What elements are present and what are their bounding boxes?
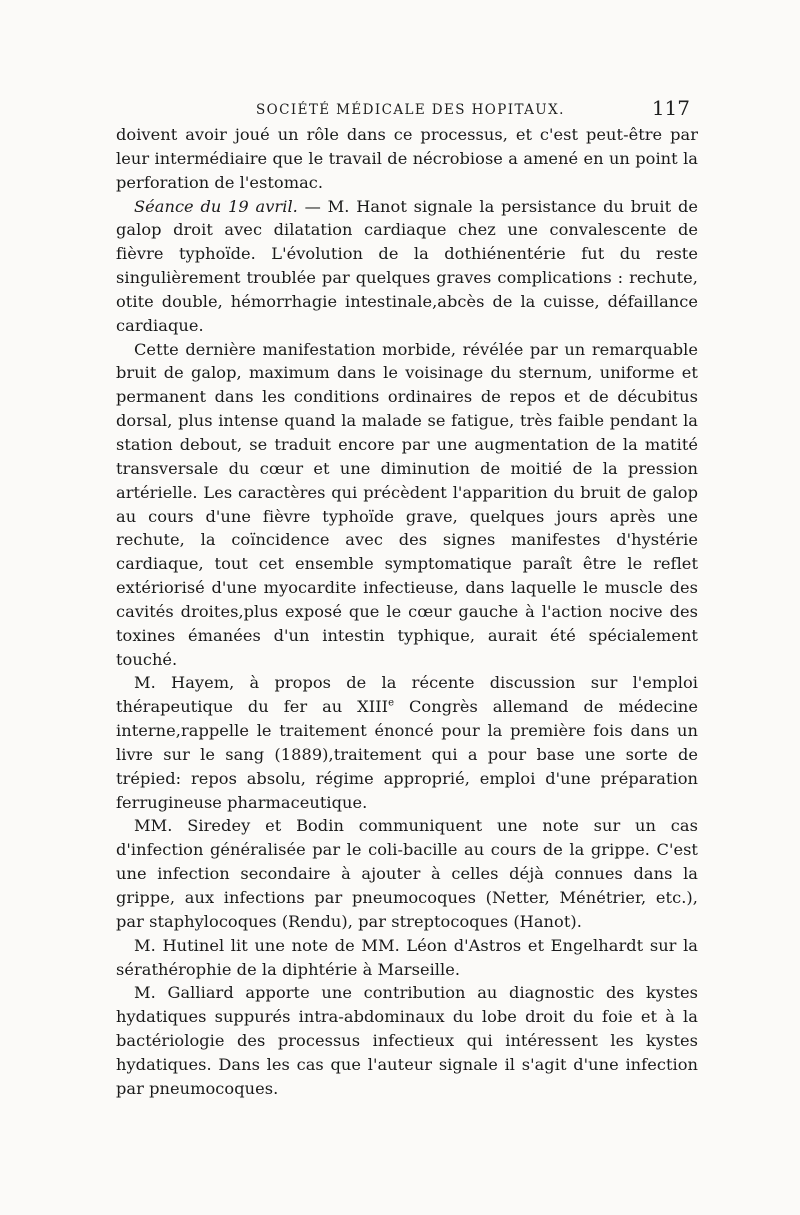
paragraph-galliard: M. Galliard apporte une contribution au diagnostic des kystes hydatiques suppurés intra-abdominaux du lobe droit du foie et à la bactériologie des processus infectieux qui intéressent les kystes hydatiques. Dans les cas que l'auteur signale il s'agit d'une infection par pneumocoques. [116,983,698,1098]
paragraph-siredey-bodin: MM. Siredey et Bodin communiquent une note sur un cas d'infection généralisée par le coli-bacille au cours de la grippe. C'est une infection secondaire à ajouter à celles déjà connues dans la grippe, aux infections par pneumocoques (Netter, Ménétrier, etc.), par staphylocoques (Rendu), par streptocoques (Hanot). [116,816,698,931]
page-header [116,96,690,122]
running-head: SOCIÉTÉ MÉDICALE DES HOPITAUX. [256,102,565,118]
body-text [116,123,698,1101]
seance-date: Séance du 19 avril. [134,196,298,216]
paragraph-hayem-part2: Congrès allemand de médecine interne,rappelle le traitement énoncé pour la première fois dans un livre sur le sang (1889),traitement qui a pour base une sorte de trépied: repos absolu, régime approprié, emploi d'une préparation ferrugineuse pharmaceutique. [116,697,698,812]
paragraph-hayem [116,671,698,814]
superscript-e: e [388,697,395,709]
paragraph-manifestation: Cette dernière manifestation morbide, révélée par un remarquable bruit de galop, maximum dans le voisinage du sternum, uniforme et permanent dans les conditions ordinaires de repos et de décubitus dorsal, plus intense quand la malade se fatigue, très faible pendant la station debout, se traduit encore par une augmentation de la matité transversale du cœur et une diminution de moitié de la pression artérielle. Les caractères qui précèdent l'apparition du bruit de galop au cours d'une fièvre typhoïde grave, quelques jours après une rechute, la coïncidence avec des signes manifestes d'hystérie cardiaque, tout cet ensemble symptomatique paraît être le reflet extériorisé d'une myocardite infectieuse, dans laquelle le muscle des cavités droites,plus exposé que le cœur gauche à l'action nocive des toxines émanées d'un intestin typhique, aurait été spécialement touché. [116,339,698,669]
paragraph-seance-text: — M. Hanot signale la persistance du bruit de galop droit avec dilatation cardiaque chez une convalescente de fièvre typhoïde. L'évolution de la dothiénentérie fut du reste singulièrement troublée par quelques graves complications : rechute, otite double, hémorrhagie intestinale,abcès de la cuisse, défaillance cardiaque. [116,196,698,335]
paragraph-hayem-part1: M. Hayem, à propos de la récente discussion sur l'emploi thérapeutique du fer au XIII [116,673,698,717]
paragraph-continuation: doivent avoir joué un rôle dans ce processus, et c'est peut-être par leur intermédiaire que le travail de nécrobiose a amené en un point la perforation de l'estomac. [116,125,698,192]
paragraph-seance [116,195,698,338]
paragraph-hutinel: M. Hutinel lit une note de MM. Léon d'Astros et Engelhardt sur la sérathérophie de la diphtérie à Marseille. [116,935,698,979]
page-number: 117 [651,96,690,120]
